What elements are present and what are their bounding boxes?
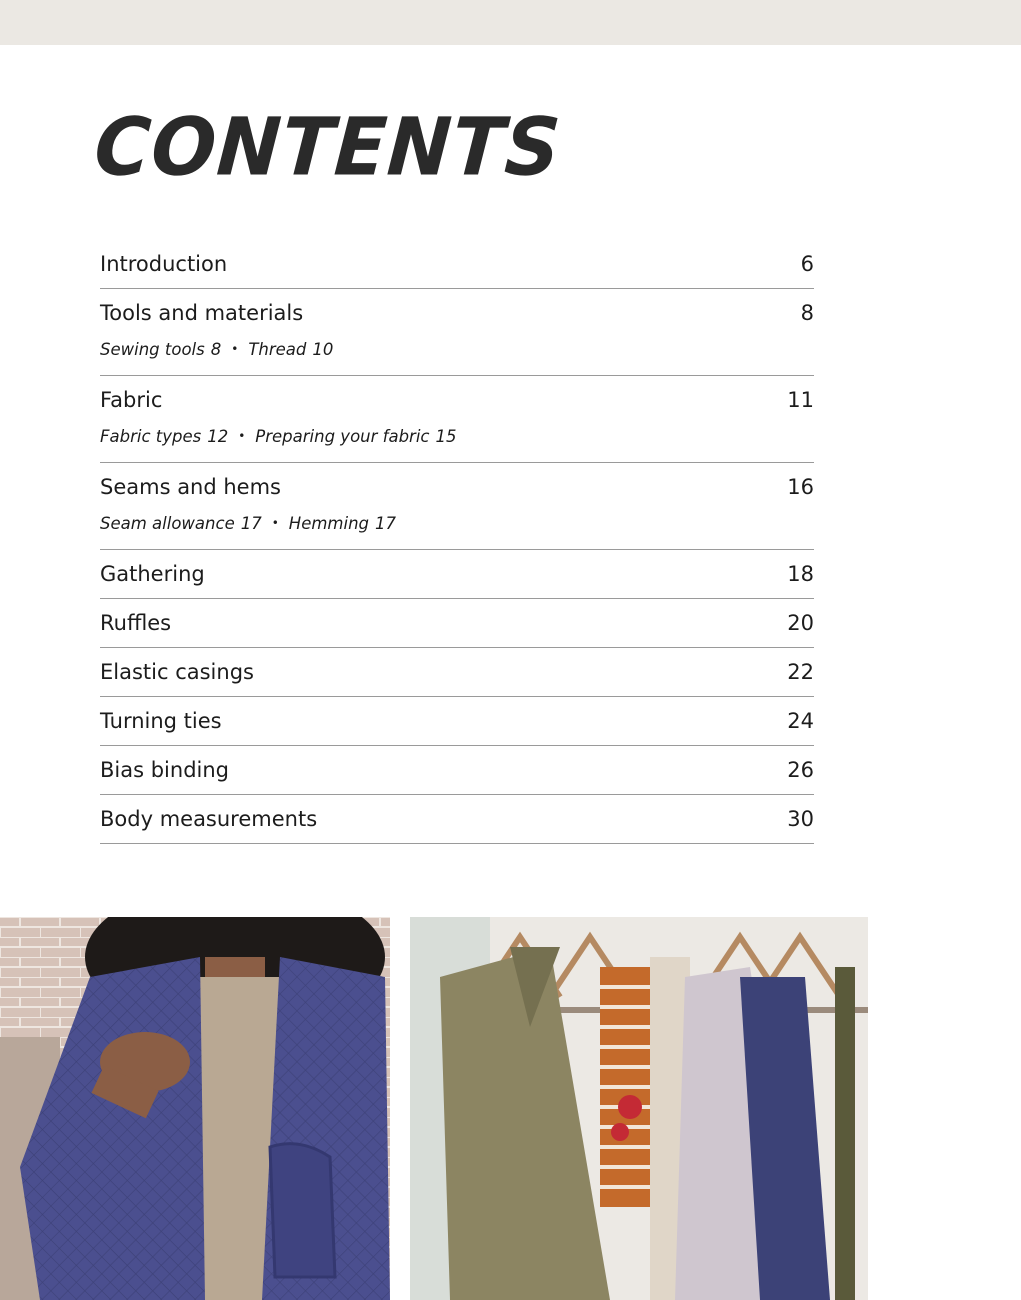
toc-entry-page: 26: [787, 758, 814, 782]
toc-entry[interactable]: [100, 550, 814, 599]
toc-entry[interactable]: [100, 463, 814, 550]
toc-row: [100, 746, 814, 794]
toc-entry-page: 16: [787, 475, 814, 499]
toc-entry-page: 24: [787, 709, 814, 733]
toc-row: [100, 289, 814, 337]
toc-entry-title: Introduction: [100, 252, 228, 276]
toc-subentries: [100, 511, 814, 549]
toc-subentry-title[interactable]: Thread: [248, 340, 307, 359]
toc-row: [100, 550, 814, 598]
toc-subentry-title[interactable]: Preparing your fabric: [255, 427, 430, 446]
toc-row: [100, 697, 814, 745]
toc-entry[interactable]: [100, 289, 814, 376]
toc-entry-page: 8: [800, 301, 814, 325]
toc-entry-title: Body measurements: [100, 807, 318, 831]
toc-subentry-title[interactable]: Sewing tools: [100, 340, 205, 359]
toc-entry-title: Seams and hems: [100, 475, 282, 499]
toc-entry[interactable]: [100, 376, 814, 463]
top-band: [0, 0, 1021, 45]
toc-entry-page: 6: [800, 252, 814, 276]
toc-entry-page: 22: [787, 660, 814, 684]
toc-entry[interactable]: [100, 599, 814, 648]
bullet-separator-icon: •: [271, 516, 279, 530]
toc-entry-title: Turning ties: [100, 709, 222, 733]
toc-entry-title: Gathering: [100, 562, 205, 586]
toc-subentry-title[interactable]: Fabric types: [100, 427, 202, 446]
toc-subentry-page: 12: [207, 427, 229, 446]
toc-entry[interactable]: [100, 648, 814, 697]
toc-subentry-title[interactable]: Seam allowance: [100, 514, 235, 533]
toc-row: [100, 376, 814, 424]
toc-entry-title: Fabric: [100, 388, 163, 412]
toc-entry-title: Bias binding: [100, 758, 230, 782]
toc-row: [100, 599, 814, 647]
toc-row: [100, 463, 814, 511]
table-of-contents: [100, 240, 814, 844]
toc-entry[interactable]: [100, 697, 814, 746]
toc-entry-title: Ruffles: [100, 611, 172, 635]
toc-row: [100, 240, 814, 288]
photo-quilted-jacket: [0, 917, 390, 1300]
toc-subentries: [100, 424, 814, 462]
photo-clothing-rack: [410, 917, 868, 1300]
toc-subentry-page: 15: [435, 427, 457, 446]
toc-entry-page: 30: [787, 807, 814, 831]
toc-entry-page: 11: [787, 388, 814, 412]
toc-entry[interactable]: [100, 746, 814, 795]
toc-subentry-title[interactable]: Hemming: [288, 514, 370, 533]
toc-entry[interactable]: [100, 795, 814, 844]
toc-entry-title: Tools and materials: [100, 301, 304, 325]
toc-row: [100, 795, 814, 843]
toc-subentry-page: 10: [312, 340, 334, 359]
toc-subentry-page: 17: [240, 514, 262, 533]
toc-entry[interactable]: [100, 240, 814, 289]
toc-subentries: [100, 337, 814, 375]
toc-subentry-page: 17: [375, 514, 397, 533]
toc-row: [100, 648, 814, 696]
toc-entry-page: 20: [787, 611, 814, 635]
bullet-separator-icon: •: [238, 429, 246, 443]
page-title: CONTENTS: [91, 100, 564, 194]
bullet-separator-icon: •: [231, 342, 239, 356]
toc-entry-title: Elastic casings: [100, 660, 254, 684]
toc-subentry-page: 8: [210, 340, 222, 359]
toc-entry-page: 18: [787, 562, 814, 586]
